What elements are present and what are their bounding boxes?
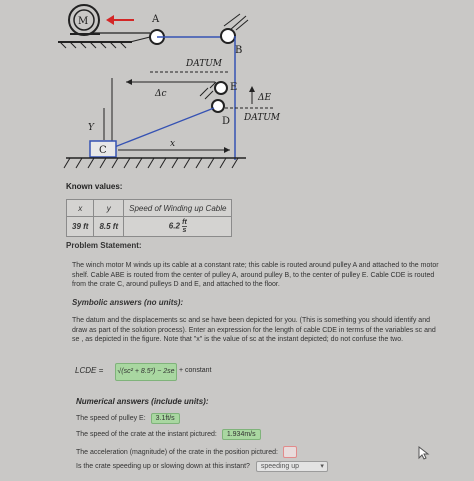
- speeding-up-select[interactable]: speeding up ▾: [256, 461, 328, 472]
- question-label: The speed of pulley E:: [76, 415, 146, 422]
- question-label: Is the crate speeding up or slowing down at this instant?: [76, 463, 250, 470]
- cell-y: 8.5 ft: [94, 217, 124, 237]
- cell-speed: [124, 217, 232, 237]
- speed-unit: $\frac{ft}{s}$: [182, 219, 187, 234]
- question-crate-acceleration: [76, 446, 297, 458]
- svg-text:C: C: [99, 145, 107, 156]
- numerical-answers-heading: Numerical answers (include units):: [76, 397, 209, 406]
- svg-text:D: D: [222, 116, 231, 127]
- header-x: x: [67, 200, 94, 217]
- known-values-heading: Known values:: [66, 182, 123, 191]
- svg-text:Δc: Δc: [155, 89, 167, 99]
- svg-text:DATUM: DATUM: [186, 59, 223, 69]
- table-header-row: [67, 200, 232, 217]
- question-pulley-e-speed: [76, 413, 180, 424]
- header-y: y: [94, 200, 124, 217]
- svg-text:DATUM: DATUM: [244, 113, 281, 123]
- question-speeding-up: [76, 461, 328, 472]
- pulley-diagram: [0, 0, 474, 178]
- lcde-suffix: + constant: [179, 367, 212, 374]
- lcde-answer-input[interactable]: √(sc² + 8.5²) − 2se: [115, 363, 177, 381]
- svg-text:B: B: [235, 45, 243, 56]
- svg-text:E: E: [230, 82, 238, 93]
- svg-text:Y: Y: [88, 123, 94, 133]
- chevron-down-icon: ▾: [320, 463, 324, 470]
- question-crate-speed: [76, 429, 261, 440]
- cell-x: 39 ft: [67, 217, 94, 237]
- crate-acceleration-input[interactable]: [283, 446, 297, 458]
- crate-speed-input[interactable]: 1.934m/s: [222, 429, 261, 440]
- symbolic-answers-text: The datum and the displacements sc and se have been depicted for you. (This is something you should identify and draw as part of the solution process). Enter an expression for the length of cable CDE in terms of the variables sc and se , as depicted in the figure. Note that "x" is the value of sc at the instant depicted; do not confuse the two.: [72, 317, 436, 343]
- header-speed: Speed of Winding up Cable: [124, 200, 232, 217]
- problem-statement-text: The winch motor M winds up its cable at a constant rate; this cable is routed around pulley A and attached to the motor shelf. Cable ABE is routed from the center of pulley A, around pulley B, to the center of pulley E. Cable CDE is routed from the crate C, around pulleys D and E, and attached to the floor.: [72, 262, 439, 288]
- pulley-e-speed-input[interactable]: 3.1ft/s: [151, 413, 180, 424]
- svg-text:M: M: [78, 16, 89, 27]
- svg-text:ΔE: ΔE: [258, 93, 272, 103]
- cursor-icon: [418, 446, 430, 460]
- svg-text:x: x: [170, 139, 176, 149]
- question-label: The speed of the crate at the instant pictured:: [76, 431, 217, 438]
- table-row: [67, 217, 232, 237]
- svg-text:A: A: [152, 14, 160, 25]
- speed-value: 6.2: [168, 221, 180, 231]
- question-label: The acceleration (magnitude) of the crate in the position pictured:: [76, 448, 278, 456]
- symbolic-answers-heading: Symbolic answers (no units):: [72, 298, 184, 307]
- known-values-table: [66, 199, 232, 237]
- lcde-label: LCDE =: [75, 366, 104, 375]
- problem-statement-heading: Problem Statement:: [66, 241, 142, 250]
